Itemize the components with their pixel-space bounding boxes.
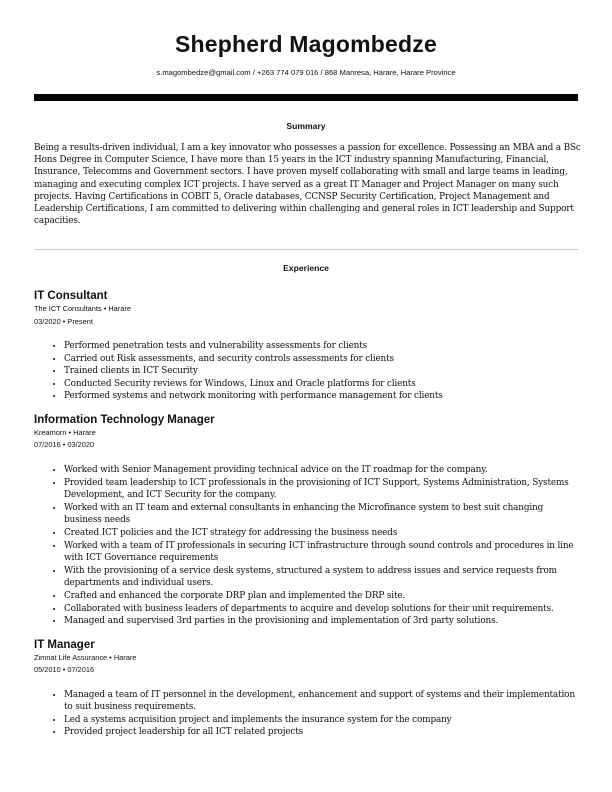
- job-bullet: • Managed and supervised 3rd parties in the provisioning and implementation of 3rd party solutions.: [64, 615, 582, 628]
- header-divider-bar: [34, 94, 578, 101]
- job-company: Zimnat Life Assurance • Harare: [34, 652, 137, 662]
- job-bullet: • Created ICT policies and the ICT strategy for addressing the business needs: [64, 527, 582, 540]
- summary-heading: Summary: [286, 121, 326, 131]
- job-title: Information Technology Manager: [34, 413, 215, 426]
- job-entry: [34, 413, 582, 628]
- job-bullet: • Provided team leadership to ICT professionals in the provisioning of ICT Support, Systems Administration, Systems Development, and ICT Security for the company.: [64, 477, 582, 502]
- job-bullet: • Collaborated with business leaders of departments to acquire and develop solutions for their unit requirements.: [64, 603, 582, 616]
- experience-heading: Experience: [283, 263, 329, 273]
- job-bullet: • Worked with a team of IT professionals in securing ICT infrastructure through sound controls and procedures in line with ICT Governance requirements: [64, 540, 582, 565]
- candidate-name: Shepherd Magombedze: [175, 31, 437, 57]
- job-bullet: • Performed penetration tests and vulnerability assessments for clients: [64, 340, 582, 353]
- job-bullet: • Worked with Senior Management providing technical advice on the IT roadmap for the company.: [64, 464, 582, 477]
- job-dates: 03/2020 • Present: [34, 316, 93, 326]
- section-divider: [34, 249, 578, 250]
- job-bullet: • Conducted Security reviews for Windows, Linux and Oracle platforms for clients: [64, 378, 582, 391]
- job-bullet: • Worked with an IT team and external consultants in enhancing the Microfinance system to best suit changing business needs: [64, 502, 582, 527]
- job-bullet: • Provided project leadership for all ICT related projects: [64, 726, 582, 739]
- job-bullets: [64, 689, 582, 739]
- job-bullet: • Trained clients in ICT Security: [64, 365, 582, 378]
- job-company: The ICT Consultants • Harare: [34, 304, 131, 313]
- job-entry: [34, 289, 582, 403]
- job-title: IT Manager: [34, 638, 95, 651]
- job-bullet: • Led a systems acquisition project and implements the insurance system for the company: [64, 714, 582, 727]
- job-bullets: [64, 340, 582, 403]
- job-bullet: • Carried out Risk assessments, and security controls assessments for clients: [64, 353, 582, 366]
- job-dates: 05/2010 • 07/2016: [34, 665, 95, 675]
- job-bullet: • Crafted and enhanced the corporate DRP plan and implemented the DRP site.: [64, 590, 582, 603]
- summary-text: Being a results-driven individual, I am a key innovator who possesses a passion for excellence. Possessing an MBA and a BSc Hons Degree in Computer Science, I have more than 15 years in the ICT industry spanning Manufacturing, Financial, Insurance, Telecomms and Government sectors. I have proven myself collaborating with small and large teams in leading, managing and executing complex ICT projects. I have served as a great IT Manager and Project Manager on many such projects. Having Certifications in COBIT 5, Oracle databases, CCNSP Security Certification, Project Management and Leadership Certifications, I am committed to delivering within challenging and general roles in ICT leadership and Support capacities.: [34, 143, 581, 227]
- experience-list: [34, 289, 582, 749]
- job-bullet: • Performed systems and network monitoring with performance management for clients: [64, 390, 582, 403]
- job-title: IT Consultant: [34, 290, 108, 302]
- contact-info: s.magombedze@gmail.com / +263 774 079 016 / 868 Manresa, Harare, Harare Province: [156, 68, 456, 77]
- job-company: Kreamorn • Harare: [34, 427, 96, 437]
- job-bullets: [64, 464, 582, 628]
- job-entry: [34, 638, 582, 739]
- job-bullet: • Managed a team of IT personnel in the development, enhancement and support of systems and their implementation to suit business requirements.: [64, 689, 582, 714]
- job-bullet: • With the provisioning of a service desk systems, structured a system to address issues and service requests from departments and individual users.: [64, 565, 582, 590]
- job-dates: 07/2016 • 03/2020: [34, 440, 95, 450]
